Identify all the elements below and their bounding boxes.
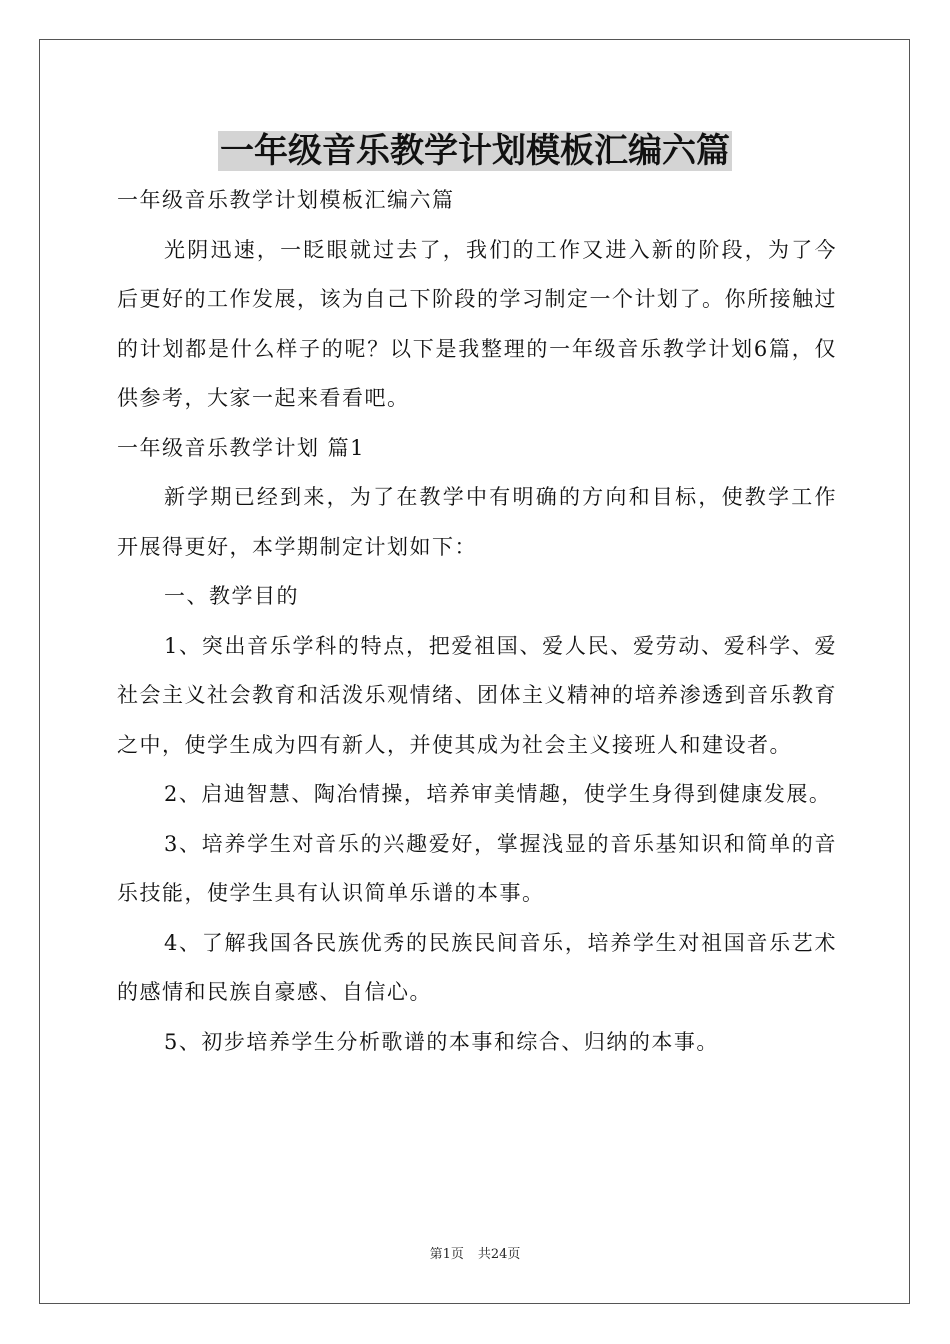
list-item: 1、突出音乐学科的特点，把爱祖国、爱人民、爱劳动、爱科学、爱社会主义社会教育和活泼乐观情绪、团体主义精神的培养渗透到音乐教育之中，使学生成为四有新人，并使其成为社会主义接班人和建设者。 — [117, 633, 837, 757]
list-item: 3、培养学生对音乐的兴趣爱好，掌握浅显的音乐基知识和简单的音乐技能，使学生具有认识简单乐谱的本事。 — [117, 831, 837, 905]
body-paragraph: 新学期已经到来，为了在教学中有明确的方向和目标，使教学工作开展得更好，本学期制定计划如下： — [117, 485, 837, 559]
page-number: 第1页 — [429, 1247, 464, 1262]
document-title-text: 一年级音乐教学计划模板汇编六篇 — [220, 131, 730, 171]
subsection-heading: 一、教学目的 — [164, 584, 299, 608]
list-item: 5、初步培养学生分析歌谱的本事和综合、归纳的本事。 — [164, 1029, 719, 1054]
document-body — [117, 176, 837, 1067]
list-item: 2、启迪智慧、陶冶情操，培养审美情趣，使学生身得到健康发展。 — [164, 782, 832, 806]
list-item: 4、了解我国各民族优秀的民族民间音乐，培养学生对祖国音乐艺术的感情和民族自豪感、自信心。 — [117, 930, 837, 1004]
page-footer — [0, 1246, 950, 1264]
page-total: 共24页 — [477, 1247, 521, 1262]
document-title — [0, 128, 950, 174]
body-paragraph-intro: 光阴迅速，一眨眼就过去了，我们的工作又进入新的阶段，为了今后更好的工作发展，该为自己下阶段的学习制定一个计划了。你所接触过的计划都是什么样子的呢？以下是我整理的一年级音乐教学计划6篇，仅供参考，大家一起来看看吧。 — [117, 237, 837, 410]
body-paragraph-subtitle: 一年级音乐教学计划模板汇编六篇 — [117, 188, 455, 212]
section-heading: 一年级音乐教学计划 篇1 — [117, 435, 366, 460]
